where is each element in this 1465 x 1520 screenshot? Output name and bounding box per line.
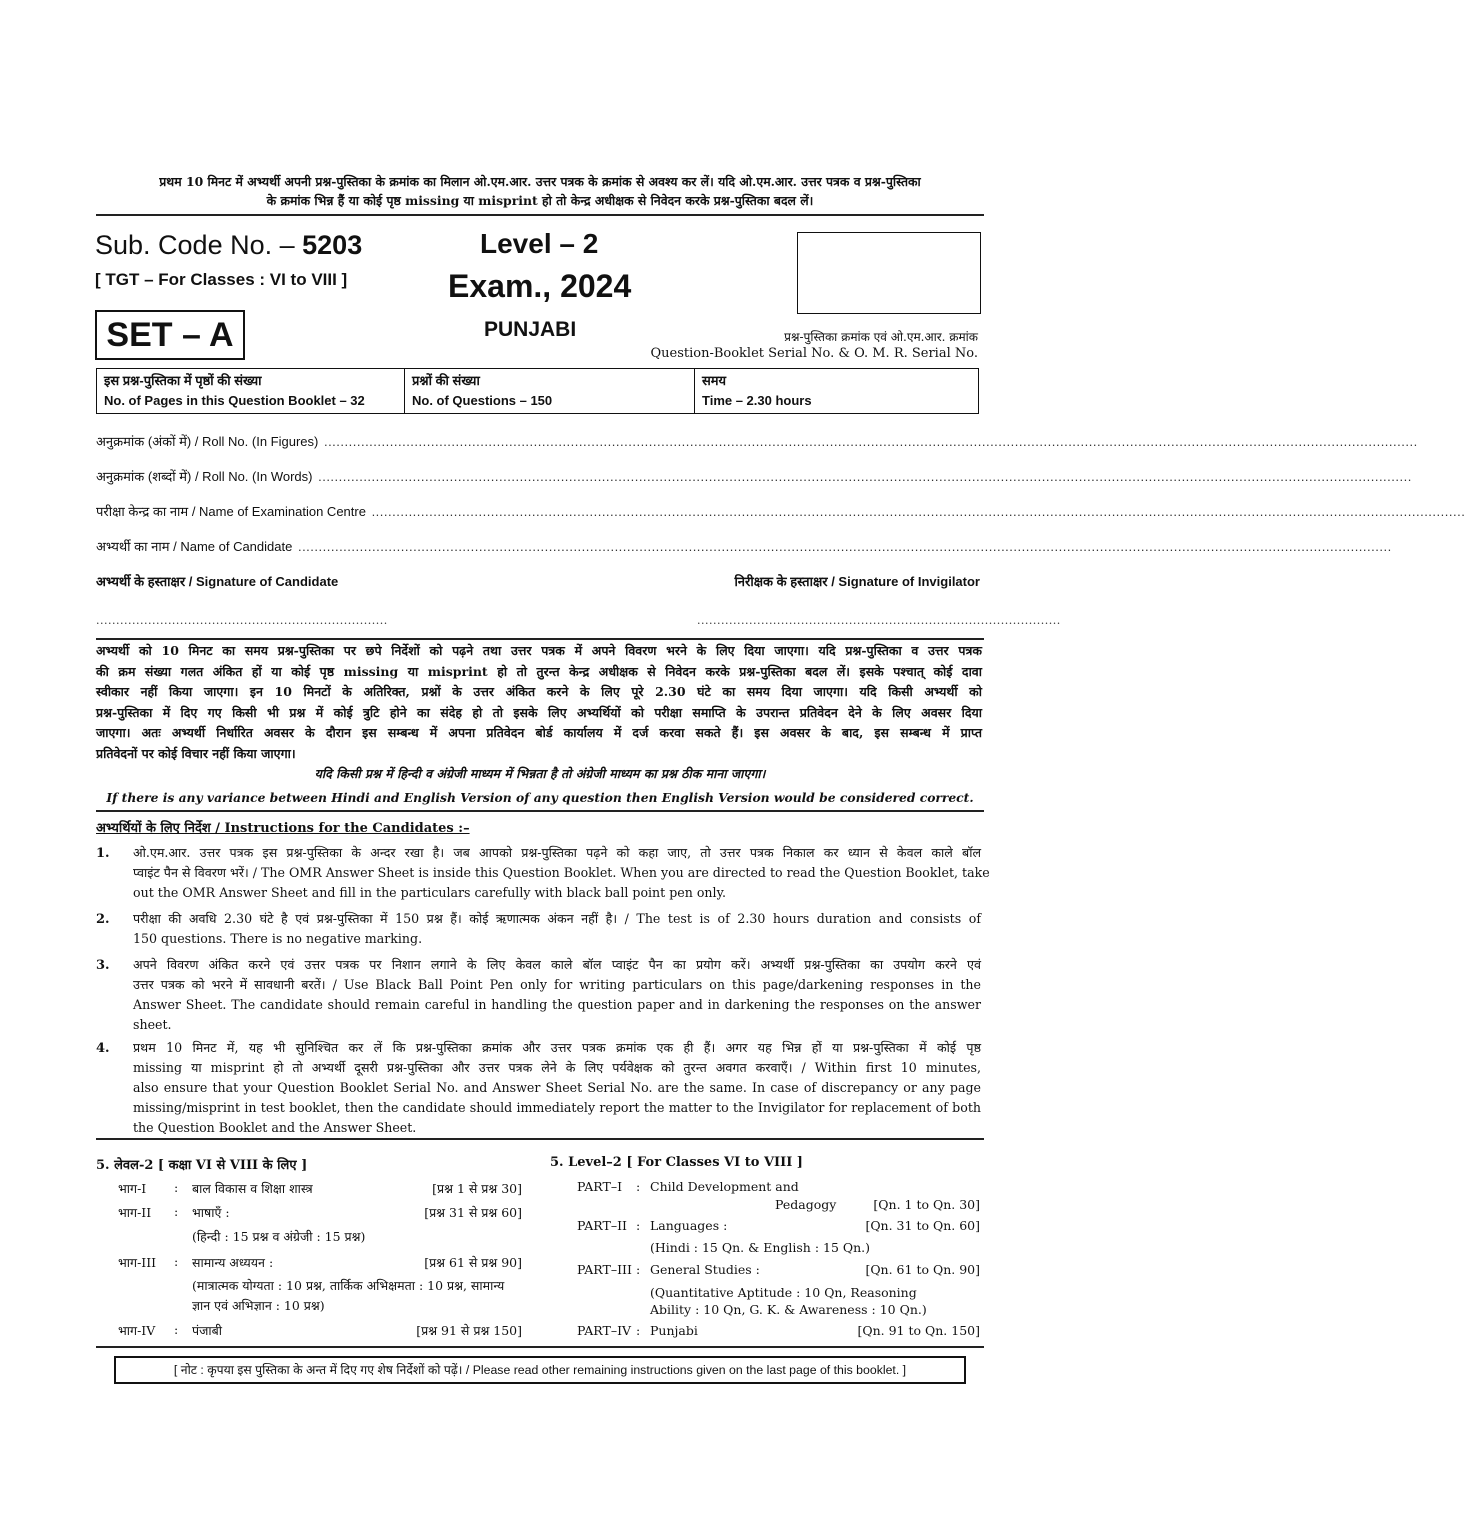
part-label: भाग-II <box>118 1205 152 1220</box>
hindi-instruction-paragraph <box>96 641 982 764</box>
part-colon: : <box>174 1180 179 1195</box>
exam-title: Exam., 2024 <box>448 268 632 304</box>
pages-hindi: इस प्रश्न-पुस्तिका में पृष्ठों की संख्या <box>104 373 262 388</box>
part-range: [प्रश्न 31 से प्रश्न 60] <box>424 1205 522 1220</box>
level-heading-english: 5. Level–2 [ For Classes VI to VIII ] <box>550 1155 803 1170</box>
instruction-line: परीक्षा की अवधि 2.30 घंटे है एवं प्रश्न-पुस्तिका में 150 प्रश्न हैं। कोई ऋणात्मक अंकन नहीं है। / The test is of 2.30 hours duration and consists of <box>133 911 981 926</box>
serial-label-hindi: प्रश्न-पुस्तिका क्रमांक एवं ओ.एम.आर. क्रमांक <box>784 330 978 344</box>
part-colon: : <box>636 1323 641 1338</box>
part-name: सामान्य अध्ययन : <box>192 1255 274 1270</box>
instruction-number: 4. <box>96 1041 110 1056</box>
part-range: [Qn. 91 to Qn. 150] <box>857 1323 980 1338</box>
part-detail: (Hindi : 15 Qn. & English : 15 Qn.) <box>650 1240 871 1255</box>
time-cell <box>695 369 978 413</box>
instruction-line: ओ.एम.आर. उत्तर पत्रक इस प्रश्न-पुस्तिका के अन्दर रखा है। जब आपको प्रश्न-पुस्तिका पढ़ने को कहा जाए, तो उत्तर पत्रक निकाल कर ध्यान से केवल काले बॉल <box>133 845 981 860</box>
level-title: Level – 2 <box>480 228 599 259</box>
questions-english: No. of Questions – 150 <box>412 393 553 408</box>
part-name: Punjabi <box>650 1323 698 1338</box>
top-notice <box>96 172 984 210</box>
questions-hindi: प्रश्नों की संख्या <box>412 373 480 388</box>
part-name: भाषाएँ : <box>192 1205 230 1220</box>
instructions-heading: अभ्यर्थियों के लिए निर्देश / Instructions for the Candidates :– <box>96 821 470 836</box>
instruction-line: missing/misprint in test booklet, then the candidate should immediately report the matter to the Invigilator for replacement of both <box>133 1100 981 1115</box>
candidate-name-field[interactable] <box>96 537 1392 555</box>
instruction-line: अपने विवरण अंकित करने एवं उत्तर पत्रक पर निशान लगाने के लिए केवल काले बॉल प्वाइंट पैन का प्रयोग करें। अभ्यर्थी प्रश्न-पुस्तिका का उपयोग करने एवं <box>133 957 981 972</box>
part-name: पंजाबी <box>192 1323 222 1338</box>
instruction-3 <box>133 955 981 1035</box>
part-label: PART–II <box>577 1218 627 1233</box>
instruction-line: प्वाइंट पैन से विवरण भरें। / The OMR Answer Sheet is inside this Question Booklet. When you are directed to read the Question Booklet, take <box>133 865 990 880</box>
sub-code <box>95 230 362 261</box>
exam-centre-field[interactable] <box>96 502 1465 520</box>
instruction-line: Answer Sheet. The candidate should remain careful in handling the question paper and in darkening the responses on the answer <box>133 997 981 1012</box>
divider <box>96 638 984 640</box>
instruction-line: 150 questions. There is no negative marking. <box>133 931 423 946</box>
fill-dots: .......................................................................................................................................................................................................................................................................... <box>318 469 1412 484</box>
instruction-line: also ensure that your Question Booklet Serial No. and Answer Sheet Serial No. are the same. In case of discrepancy or any page <box>133 1080 981 1095</box>
instruction-1 <box>133 843 990 903</box>
part-name: Languages : <box>650 1218 728 1233</box>
instruction-2 <box>133 909 981 949</box>
candidate-name-label: अभ्यर्थी का नाम / Name of Candidate <box>96 539 296 554</box>
divider <box>96 214 984 216</box>
part-colon: : <box>636 1262 641 1277</box>
variance-note-hindi: यदि किसी प्रश्न में हिन्दी व अंग्रेजी माध्यम में भिन्नता है तो अंग्रेजी माध्यम का प्रश्न ठीक माना जाएगा। <box>314 766 766 781</box>
part-range: [Qn. 61 to Qn. 90] <box>865 1262 980 1277</box>
instruction-number: 1. <box>96 846 110 861</box>
questions-cell <box>405 369 695 413</box>
candidate-signature-line[interactable]: ......................................................................... <box>96 614 388 627</box>
part-detail: (मात्रात्मक योग्यता : 10 प्रश्न, तार्किक अभिक्षमता : 10 प्रश्न, सामान्य <box>192 1278 505 1293</box>
invigilator-signature-line[interactable]: ........................................................................................... <box>697 614 1061 627</box>
part-label: भाग-III <box>118 1255 157 1270</box>
part-range: [प्रश्न 1 से प्रश्न 30] <box>432 1181 522 1196</box>
instruction-line: missing या misprint हो तो अभ्यर्थी दूसरी प्रश्न-पुस्तिका और उत्तर पत्रक लेने के लिए पर्यवेक्षक को तुरन्त अवगत करवाएँ। / Within first 10 minutes, <box>133 1060 981 1075</box>
sub-code-number: 5203 <box>302 230 363 260</box>
part-colon: : <box>636 1179 641 1194</box>
para-line: अभ्यर्थी को 10 मिनट का समय प्रश्न-पुस्तिका पर छपे निर्देशों को पढ़ने तथा उत्तर पत्रक में अपने विवरण भरने के लिए दिया जाएगा। यदि प्रश्न-पुस्तिका व उत्तर पत्रक <box>96 643 982 658</box>
instruction-line: sheet. <box>133 1017 172 1032</box>
candidate-signature-label: अभ्यर्थी के हस्ताक्षर / Signature of Candidate <box>96 574 339 589</box>
variance-note-english: If there is any variance between Hindi and English Version of any question then English Version would be considered correct. <box>106 790 974 805</box>
part-range: [प्रश्न 91 से प्रश्न 150] <box>416 1323 522 1338</box>
fill-dots: .......................................................................................................................................................................................................................................................................... <box>371 504 1465 519</box>
top-notice-line-2: के क्रमांक भिन्न हैं या कोई पृष्ठ missing या misprint हो तो केन्द्र अधीक्षक से निवेदन करके प्रश्न-पुस्तिका बदल लें। <box>266 193 814 208</box>
note-box: [ नोट : कृपया इस पुस्तिका के अन्त में दिए गए शेष निर्देशों को पढ़ें। / Please read other remaining instructions given on the last page of this booklet. ] <box>114 1356 966 1384</box>
roll-no-figures-label: अनुक्रमांक (अंकों में) / Roll No. (In Figures) <box>96 434 322 449</box>
roll-no-words-label: अनुक्रमांक (शब्दों में) / Roll No. (In Words) <box>96 469 317 484</box>
para-line: स्वीकार नहीं किया जाएगा। इन 10 मिनटों के अतिरिक्त, प्रश्नों के उत्तर अंकित करने के लिए पूरे 2.30 घंटे का समय दिया जाएगा। यदि किसी अभ्यर्थी को <box>96 684 982 699</box>
roll-no-figures-field[interactable] <box>96 432 1418 450</box>
part-range: [Qn. 31 to Qn. 60] <box>865 1218 980 1233</box>
fill-dots: .......................................................................................................................................................................................................................................................................... <box>323 434 1418 449</box>
pages-cell <box>97 369 405 413</box>
divider <box>96 1346 984 1348</box>
time-hindi: समय <box>702 373 727 388</box>
top-notice-line-1: प्रथम 10 मिनट में अभ्यर्थी अपनी प्रश्न-पुस्तिका के क्रमांक का मिलान ओ.एम.आर. उत्तर पत्रक के क्रमांक से अवश्य कर लें। यदि ओ.एम.आर. उत्तर पत्रक व प्रश्न-पुस्तिका <box>159 174 921 189</box>
set-label: SET – A <box>95 310 245 360</box>
part-colon: : <box>174 1322 179 1337</box>
level-heading-hindi: 5. लेवल-2 [ कक्षा VI से VIII के लिए ] <box>96 1158 308 1173</box>
serial-number-box[interactable] <box>797 232 981 314</box>
instruction-line: the Question Booklet and the Answer Sheet. <box>133 1120 417 1135</box>
instruction-line: प्रथम 10 मिनट में, यह भी सुनिश्चित कर लें कि प्रश्न-पुस्तिका क्रमांक और उत्तर पत्रक क्रमांक एक ही हैं। अगर यह भिन्न हों या प्रश्न-पुस्तिका में कोई पृष्ठ <box>133 1040 981 1055</box>
instruction-4 <box>133 1038 981 1138</box>
part-label: भाग-IV <box>118 1323 156 1338</box>
para-line: प्रतिवेदनों पर कोई विचार नहीं किया जाएगा। <box>96 745 296 761</box>
para-line: की क्रम संख्या गलत अंकित हों या कोई पृष्ठ missing या misprint हो तो तुरन्त केन्द्र अधीक्षक से निवेदन करके प्रश्न-पुस्तिका बदल लें। इसके पश्चात् कोई दावा <box>96 663 982 679</box>
part-colon: : <box>174 1204 179 1219</box>
para-line: जाएगा। अतः अभ्यर्थी निर्धारित अवसर के दौरान इस सम्बन्ध में अपना प्रतिवेदन बोर्ड कार्यालय में दर्ज करवा सकते हैं। इस अवसर के बाद, इस सम्बन्ध में प्राप्त <box>96 725 982 740</box>
tgt-classes: [ TGT – For Classes : VI to VIII ] <box>95 270 348 289</box>
serial-label-english: Question-Booklet Serial No. & O. M. R. Serial No. <box>650 346 978 361</box>
pages-english: No. of Pages in this Question Booklet – 32 <box>104 393 365 408</box>
instruction-line: उत्तर पत्रक को भरने में सावधानी बरतें। / Use Black Ball Point Pen only for writing particulars on this page/darkening responses in the <box>133 977 981 992</box>
part-detail: ज्ञान एवं अभिज्ञान : 10 प्रश्न) <box>192 1298 325 1313</box>
part-name: बाल विकास व शिक्षा शास्त्र <box>192 1181 313 1196</box>
sub-code-prefix: Sub. Code No. – <box>95 230 303 260</box>
part-detail: (हिन्दी : 15 प्रश्न व अंग्रेजी : 15 प्रश्न) <box>192 1229 366 1244</box>
subject-title: PUNJABI <box>484 318 577 341</box>
part-name: Child Development and <box>650 1179 799 1194</box>
part-label: PART–IV <box>577 1323 632 1338</box>
divider <box>96 810 984 812</box>
part-label: PART–III <box>577 1262 632 1277</box>
part-label: भाग-I <box>118 1181 147 1196</box>
part-colon: : <box>636 1218 641 1233</box>
part-range: [Qn. 1 to Qn. 30] <box>873 1197 980 1212</box>
booklet-info-table <box>96 368 979 414</box>
part-name: General Studies : <box>650 1262 760 1277</box>
instruction-line: out the OMR Answer Sheet and fill in the particulars carefully with black ball point pen only. <box>133 885 727 900</box>
divider <box>96 1138 984 1140</box>
part-name: Pedagogy <box>775 1197 837 1212</box>
roll-no-words-field[interactable] <box>96 467 1412 485</box>
invigilator-signature-label: निरीक्षक के हस्ताक्षर / Signature of Invigilator <box>734 574 980 589</box>
part-label: PART–I <box>577 1179 623 1194</box>
exam-centre-label: परीक्षा केन्द्र का नाम / Name of Examination Centre <box>96 504 370 519</box>
part-range: [प्रश्न 61 से प्रश्न 90] <box>424 1255 522 1270</box>
part-detail: Ability : 10 Qn, G. K. & Awareness : 10 Qn.) <box>650 1302 927 1317</box>
part-colon: : <box>174 1254 179 1269</box>
para-line: प्रश्न-पुस्तिका में दिए गए किसी भी प्रश्न में कोई त्रुटि होने का संदेह हो तो इसके लिए अभ्यर्थियों को परीक्षा समाप्ति के उपरान्त प्रतिवेदन देने के लिए अवसर दिया <box>96 704 982 720</box>
fill-dots: .......................................................................................................................................................................................................................................................................... <box>297 539 1392 554</box>
part-detail: (Quantitative Aptitude : 10 Qn, Reasoning <box>650 1285 917 1300</box>
instruction-number: 2. <box>96 912 110 927</box>
time-english: Time – 2.30 hours <box>702 393 812 408</box>
instruction-number: 3. <box>96 958 110 973</box>
